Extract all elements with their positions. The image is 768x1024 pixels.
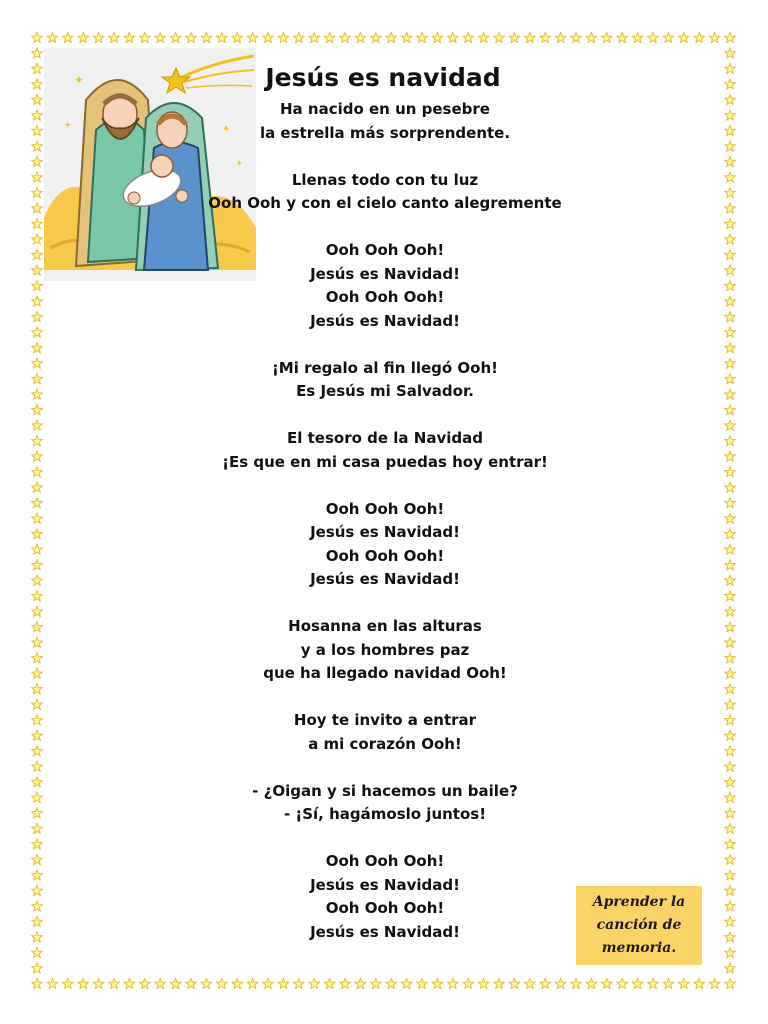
border-star-icon	[32, 963, 43, 973]
border-star-icon	[725, 405, 736, 415]
lyric-line: Jesús es Navidad!	[310, 264, 460, 283]
border-star-icon	[324, 978, 335, 988]
border-star-icon	[725, 637, 736, 647]
border-star-icon	[725, 125, 736, 135]
border-star-icon	[494, 978, 505, 988]
lyric-line: que ha llegado navidad Ooh!	[263, 664, 507, 682]
border-star-icon	[32, 684, 43, 694]
border-star-icon	[401, 978, 412, 988]
border-star-icon	[32, 125, 43, 135]
border-star-icon	[32, 668, 43, 678]
lyric-line: ¡Mi regalo al fin llegó Ooh!	[271, 358, 499, 377]
border-star-icon	[32, 839, 43, 849]
border-star-icon	[32, 312, 43, 322]
stanza	[190, 239, 580, 333]
lyric-line: - ¿Oigan y si hacemos un baile?	[252, 781, 518, 800]
border-star-icon	[170, 978, 181, 988]
border-star-icon	[47, 978, 58, 988]
border-star-icon	[93, 978, 104, 988]
lyric-line: Ooh Ooh y con el cielo canto alegremente	[208, 194, 562, 212]
border-star-icon	[32, 420, 43, 430]
border-star-icon	[725, 947, 736, 957]
lyric-line: y a los hombres paz	[300, 640, 470, 659]
border-star-icon	[709, 978, 720, 988]
border-star-icon	[293, 32, 304, 42]
border-star-icon	[725, 79, 736, 89]
border-star-icon	[32, 343, 43, 353]
border-star-icon	[725, 467, 736, 477]
border-star-icon	[725, 777, 736, 787]
border-star-icon	[32, 529, 43, 539]
stanza	[190, 615, 580, 686]
border-star-icon	[648, 978, 659, 988]
border-star-icon	[571, 978, 582, 988]
lyric-line: Ha nacido en un pesebre	[280, 100, 490, 118]
border-star-icon	[109, 978, 120, 988]
border-star-icon	[632, 978, 643, 988]
border-star-icon	[32, 187, 43, 197]
border-star-icon	[725, 715, 736, 725]
border-star-icon	[32, 746, 43, 756]
border-star-icon	[263, 32, 274, 42]
border-star-icon	[725, 203, 736, 213]
border-star-icon	[32, 436, 43, 446]
border-star-icon	[32, 265, 43, 275]
border-star-icon	[648, 32, 659, 42]
border-star-icon	[725, 110, 736, 120]
border-star-icon	[663, 32, 674, 42]
border-star-icon	[32, 79, 43, 89]
border-star-icon	[725, 281, 736, 291]
border-star-icon	[617, 32, 628, 42]
border-star-icon	[540, 978, 551, 988]
border-star-icon	[32, 110, 43, 120]
border-star-icon	[155, 978, 166, 988]
border-star-icon	[725, 978, 736, 988]
stanza	[190, 850, 580, 944]
stanza	[190, 357, 580, 404]
border-star-icon	[571, 32, 582, 42]
svg-text:✦: ✦	[236, 159, 243, 168]
border-star-icon	[524, 978, 535, 988]
border-star-icon	[93, 32, 104, 42]
border-star-icon	[725, 575, 736, 585]
page-title: Jesús es navidad	[265, 63, 501, 92]
border-star-icon	[32, 916, 43, 926]
border-star-icon	[725, 265, 736, 275]
border-star-icon	[216, 32, 227, 42]
lyric-line: Hosanna en las alturas	[288, 617, 482, 635]
border-star-icon	[725, 823, 736, 833]
lyric-line: a mi corazón Ooh!	[308, 734, 462, 753]
border-star-icon	[293, 978, 304, 988]
border-star-icon	[32, 451, 43, 461]
border-star-icon	[725, 48, 736, 58]
border-star-icon	[32, 94, 43, 104]
border-star-icon	[109, 32, 120, 42]
border-star-icon	[32, 715, 43, 725]
border-star-icon	[725, 684, 736, 694]
border-star-icon	[32, 622, 43, 632]
border-star-icon	[463, 32, 474, 42]
border-star-icon	[32, 699, 43, 709]
border-star-icon	[725, 746, 736, 756]
border-star-icon	[170, 32, 181, 42]
border-star-icon	[725, 219, 736, 229]
border-star-icon	[725, 730, 736, 740]
border-star-icon	[725, 606, 736, 616]
border-star-icon	[32, 823, 43, 833]
lyric-line: Ooh Ooh Ooh!	[325, 546, 445, 565]
border-star-icon	[401, 32, 412, 42]
border-star-icon	[725, 653, 736, 663]
border-star-icon	[725, 808, 736, 818]
lyric-line: Jesús es Navidad!	[310, 570, 460, 588]
lyric-line: - ¡Sí, hagámoslo juntos!	[283, 805, 487, 823]
border-star-icon	[355, 978, 366, 988]
stanza	[190, 780, 580, 827]
lyric-line: Ooh Ooh Ooh!	[325, 852, 445, 870]
border-star-icon	[32, 854, 43, 864]
stanza	[190, 427, 580, 474]
border-star-icon	[32, 606, 43, 616]
border-star-icon	[32, 156, 43, 166]
border-star-icon	[725, 32, 736, 42]
border-star-icon	[725, 343, 736, 353]
border-star-icon	[32, 374, 43, 384]
border-star-icon	[32, 653, 43, 663]
border-star-icon	[524, 32, 535, 42]
border-star-icon	[309, 978, 320, 988]
border-star-icon	[124, 32, 135, 42]
border-star-icon	[186, 978, 197, 988]
border-star-icon	[32, 296, 43, 306]
border-star-icon	[725, 156, 736, 166]
border-star-icon	[725, 498, 736, 508]
border-star-icon	[725, 312, 736, 322]
border-star-icon	[725, 963, 736, 973]
border-star-icon	[32, 560, 43, 570]
lyric-line: Ooh Ooh Ooh!	[325, 241, 445, 259]
border-star-icon	[540, 32, 551, 42]
border-star-icon	[725, 591, 736, 601]
border-star-icon	[32, 792, 43, 802]
border-star-icon	[586, 32, 597, 42]
lyric-line: Ooh Ooh Ooh!	[325, 288, 445, 306]
border-star-icon	[32, 467, 43, 477]
border-star-icon	[678, 978, 689, 988]
border-star-icon	[586, 978, 597, 988]
border-star-icon	[62, 32, 73, 42]
border-star-icon	[432, 978, 443, 988]
border-star-icon	[32, 513, 43, 523]
border-star-icon	[509, 978, 520, 988]
border-star-icon	[478, 32, 489, 42]
border-star-icon	[725, 374, 736, 384]
border-star-icon	[370, 978, 381, 988]
border-star-icon	[32, 482, 43, 492]
border-star-icon	[725, 451, 736, 461]
border-star-icon	[139, 32, 150, 42]
song-lyrics	[190, 98, 580, 968]
border-star-icon	[309, 32, 320, 42]
lyric-line: ¡Es que en mi casa puedas hoy entrar!	[222, 452, 548, 471]
memorize-note-text: Aprender la canción de memoria.	[592, 894, 686, 956]
border-star-icon	[555, 32, 566, 42]
border-star-icon	[32, 777, 43, 787]
border-star-icon	[725, 916, 736, 926]
border-star-icon	[32, 498, 43, 508]
border-star-icon	[709, 32, 720, 42]
border-star-icon	[32, 219, 43, 229]
border-star-icon	[32, 637, 43, 647]
border-star-icon	[725, 854, 736, 864]
svg-text:✦: ✦	[64, 121, 72, 131]
lyric-line: Ooh Ooh Ooh!	[325, 899, 445, 917]
border-star-icon	[725, 141, 736, 151]
border-star-icon	[201, 32, 212, 42]
border-star-icon	[725, 172, 736, 182]
border-star-icon	[725, 544, 736, 554]
border-star-icon	[32, 63, 43, 73]
border-star-icon	[232, 32, 243, 42]
lyric-line: la estrella más sorprendente.	[259, 123, 511, 142]
border-star-icon	[32, 808, 43, 818]
lyric-line: Llenas todo con tu luz	[291, 170, 479, 189]
border-star-icon	[32, 141, 43, 151]
border-star-icon	[32, 978, 43, 988]
border-star-icon	[725, 187, 736, 197]
border-star-icon	[263, 978, 274, 988]
memorize-note	[576, 886, 702, 965]
border-star-icon	[32, 575, 43, 585]
border-star-icon	[417, 978, 428, 988]
border-star-icon	[62, 978, 73, 988]
border-star-icon	[32, 405, 43, 415]
border-star-icon	[725, 63, 736, 73]
border-star-icon	[32, 870, 43, 880]
stanza	[190, 709, 580, 756]
border-star-icon	[725, 250, 736, 260]
border-star-icon	[725, 358, 736, 368]
border-star-icon	[32, 32, 43, 42]
border-star-icon	[725, 622, 736, 632]
border-star-icon	[601, 978, 612, 988]
border-star-icon	[32, 885, 43, 895]
border-star-icon	[386, 978, 397, 988]
stanza	[190, 98, 580, 145]
border-star-icon	[32, 203, 43, 213]
border-star-icon	[32, 281, 43, 291]
border-star-icon	[232, 978, 243, 988]
border-star-icon	[201, 978, 212, 988]
svg-text:✦: ✦	[74, 73, 85, 87]
border-star-icon	[725, 792, 736, 802]
border-star-icon	[32, 327, 43, 337]
border-star-icon	[78, 978, 89, 988]
border-star-icon	[32, 932, 43, 942]
border-star-icon	[32, 544, 43, 554]
border-star-icon	[725, 560, 736, 570]
lyric-line: Hoy te invito a entrar	[293, 711, 477, 729]
lyric-line: Jesús es Navidad!	[310, 311, 460, 330]
border-star-icon	[725, 327, 736, 337]
lyric-line: Es Jesús mi Salvador.	[296, 382, 474, 400]
border-star-icon	[447, 32, 458, 42]
border-star-icon	[370, 32, 381, 42]
border-star-icon	[494, 32, 505, 42]
border-star-icon	[32, 591, 43, 601]
stanza	[190, 169, 580, 216]
border-star-icon	[32, 901, 43, 911]
border-star-icon	[155, 32, 166, 42]
lyric-line: El tesoro de la Navidad	[287, 429, 483, 447]
border-star-icon	[725, 529, 736, 539]
border-star-icon	[32, 947, 43, 957]
border-star-icon	[555, 978, 566, 988]
border-star-icon	[278, 978, 289, 988]
border-star-icon	[32, 234, 43, 244]
border-star-icon	[725, 668, 736, 678]
border-star-icon	[247, 32, 258, 42]
border-star-icon	[32, 389, 43, 399]
border-star-icon	[32, 250, 43, 260]
border-star-icon	[186, 32, 197, 42]
border-star-icon	[632, 32, 643, 42]
border-star-icon	[725, 513, 736, 523]
lyric-line: Jesús es Navidad!	[310, 922, 460, 941]
border-star-icon	[386, 32, 397, 42]
svg-text:✦: ✦	[222, 124, 231, 135]
lyric-line: Jesús es Navidad!	[310, 875, 460, 894]
border-star-icon	[78, 32, 89, 42]
border-star-icon	[725, 389, 736, 399]
border-star-icon	[694, 32, 705, 42]
lyric-line: Jesús es Navidad!	[310, 523, 460, 541]
border-star-icon	[32, 358, 43, 368]
border-star-icon	[725, 699, 736, 709]
border-star-icon	[725, 94, 736, 104]
border-star-icon	[725, 839, 736, 849]
border-star-icon	[678, 32, 689, 42]
border-star-icon	[725, 296, 736, 306]
border-star-icon	[355, 32, 366, 42]
border-star-icon	[725, 482, 736, 492]
border-star-icon	[725, 870, 736, 880]
border-star-icon	[32, 48, 43, 58]
lyric-line: Ooh Ooh Ooh!	[325, 499, 445, 518]
border-star-icon	[417, 32, 428, 42]
border-star-icon	[32, 172, 43, 182]
border-star-icon	[601, 32, 612, 42]
border-star-icon	[216, 978, 227, 988]
border-star-icon	[663, 978, 674, 988]
border-star-icon	[617, 978, 628, 988]
border-star-icon	[278, 32, 289, 42]
border-star-icon	[32, 761, 43, 771]
stanza	[190, 498, 580, 592]
border-star-icon	[463, 978, 474, 988]
border-star-icon	[139, 978, 150, 988]
border-star-icon	[725, 436, 736, 446]
border-star-icon	[432, 32, 443, 42]
border-star-icon	[340, 32, 351, 42]
border-star-icon	[324, 32, 335, 42]
border-star-icon	[725, 234, 736, 244]
border-star-icon	[694, 978, 705, 988]
border-star-icon	[124, 978, 135, 988]
border-star-icon	[478, 978, 489, 988]
border-star-icon	[725, 932, 736, 942]
border-star-icon	[725, 420, 736, 430]
border-star-icon	[725, 901, 736, 911]
border-star-icon	[32, 730, 43, 740]
border-star-icon	[447, 978, 458, 988]
border-star-icon	[725, 761, 736, 771]
border-star-icon	[509, 32, 520, 42]
border-star-icon	[340, 978, 351, 988]
border-star-icon	[725, 885, 736, 895]
border-star-icon	[247, 978, 258, 988]
border-star-icon	[47, 32, 58, 42]
